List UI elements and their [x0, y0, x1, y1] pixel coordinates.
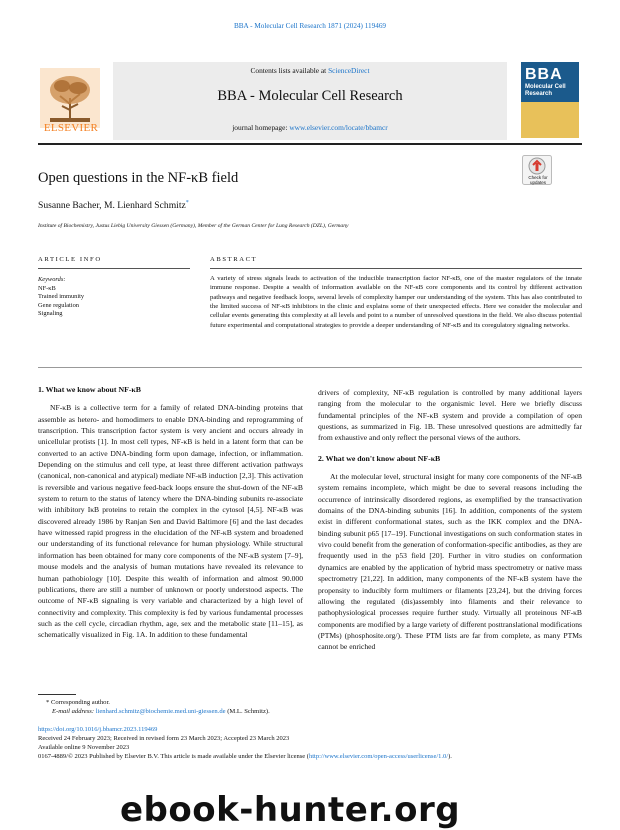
section-2-paragraph: At the molecular level, structural insight for many core components of the NF-κB system remains incomplete, which might be due to several reasons including the occurrence of intrinsically disordered regions, as exemplified by the transactivation domains of the DNA-binding subunits [16]. In addition, components of the system exist in different conformational states, such as the IKK complex and the DNA-binding subunit p65 [17–19]. Functional investigations on such conformation states in vivo could benefit from the generation of conformation-specific antibodies, as they are frequently used in the p53 field [20]. Further in vitro studies on conformation dynamics are enabled by the application of hybrid mass spectrometry or native mass spectrometry [21,22]. In addition, many components of the NF-κB system have the propensity to inducibly form multimers or filaments [23,24], but the driving forces allowing the regulated (dis)assembly into filaments and their relevance to pathophysiological processes require further study. Virtually all proteinous NF-κB components are modified by a large variety of different posttranslational modifications (PTMs) (phosphosite.org/). These PTM lists are far from complete, as many PTMs cannot be enriched	[318, 472, 582, 652]
corresponding-marker[interactable]: *	[185, 200, 189, 206]
abstract-heading: ABSTRACT	[210, 256, 258, 263]
author-affiliation: Institute of Biochemistry, Justus Liebig University Giessen (Germany), Member of the German Center for Lung Research (DZL), Germany	[38, 223, 349, 229]
journal-cover-thumbnail[interactable]	[521, 62, 579, 138]
footnote-email-line	[46, 707, 576, 716]
homepage-prefix: journal homepage:	[232, 123, 290, 132]
cover-subtitle: Molecular Cell Research	[525, 84, 566, 97]
journal-title: BBA - Molecular Cell Research	[217, 88, 403, 104]
body-column-right	[318, 387, 582, 653]
footnote-corresponding	[46, 698, 576, 707]
keyword-item: Gene regulation	[38, 301, 79, 309]
footnote-marker: *	[46, 699, 50, 706]
check-label-line1: Check for	[528, 175, 548, 180]
body-column-left	[38, 385, 303, 641]
keyword-item: NF-κB	[38, 284, 56, 292]
contents-line	[113, 66, 507, 75]
cover-band	[521, 102, 579, 138]
article-info-rule	[38, 268, 190, 269]
doi-link[interactable]: https://doi.org/10.1016/j.bbamcr.2023.119469	[38, 726, 158, 733]
section-1-paragraph: NF-κB is a collective term for a family of related DNA-binding proteins that assemble as hetero- and homodimers to enable DNA-binding and reprogramming of transcription. This transcription factor system is very ancient and occurs already in unicellular protists [1]. In most cell types, NF-κB is held in a latent form that can be converted to an active DNA-binding form upon damage, infection, or inflammation. Depending on the stimulus and cell type, at least three different activation pathways (canonical, non-canonical and atypical) mediate NF-κB induction [2,3]. This activation is reversible and various negative feed-back loops ensure the shut-down of the NF-κB system to return to the status of latency where the DNA-binding subunits re-associate with inhibitory IκB proteins to retain the complex in the cytosol [4,5]. NF-κB was discovered already 1986 by Ranjan Sen and David Baltimore [6] and the last decades have witnessed rapid progress in the elucidation of the NF-κB system and broadened our understanding of its functional relevance for human physiology. While structural information has been obtained for many core components of the NF-κB system [7–9], mouse models and the analysis of human mutations have revealed its relevance to human pathobiology [10]. Despite this wealth of information and almost 90.000 publications, there are still a number of unknown or poorly understood aspects. The outcome of NF-κB signaling is very variable and characterized by a high level of connectivity and complexity. This complexity is fed by various fundamental processes such as the cell cycle, circadian rhythm, age, sex and the metabolic state [11–15], as schematically visualized in Fig. 1A. In addition to these fundamental	[38, 403, 303, 640]
author-email-link[interactable]: lienhard.schmitz@biochemie.med.uni-giessen.de	[95, 708, 226, 715]
sciencedirect-link[interactable]: ScienceDirect	[328, 66, 370, 75]
authors-text: Susanne Bacher, M. Lienhard Schmitz	[38, 200, 186, 212]
received-dates: Received 24 February 2023; Received in revised form 23 March 2023; Accepted 23 March 2023	[38, 734, 290, 742]
article-title: Open questions in the NF-κB field	[38, 170, 239, 186]
keywords-label: Keywords:	[38, 276, 66, 283]
copyright-line	[38, 753, 582, 762]
cover-title: BBA	[525, 66, 563, 83]
section-1-heading: 1. What we know about NF-κB	[38, 385, 141, 394]
journal-citation-link[interactable]: BBA - Molecular Cell Research 1871 (2024) 119469	[233, 22, 387, 30]
check-label-line2: updates	[529, 180, 546, 185]
journal-homepage-line	[113, 123, 507, 132]
contents-prefix: Contents lists available at	[250, 66, 329, 75]
watermark-text: ebook-hunter.org	[120, 790, 461, 830]
copyright-end: ).	[448, 752, 452, 760]
article-metadata	[38, 726, 582, 762]
elsevier-wordmark: ELSEVIER	[43, 122, 99, 134]
footnote	[46, 698, 576, 716]
copyright-text: 0167-4889/© 2023 Published by Elsevier B.V. This article is made available under the Elsevier license (	[38, 752, 309, 760]
keywords-block	[38, 276, 188, 319]
journal-homepage-link[interactable]: www.elsevier.com/locate/bbamcr	[289, 123, 388, 132]
license-link[interactable]: http://www.elsevier.com/open-access/userlicense/1.0/	[308, 752, 449, 760]
section-2-heading: 2. What we don't know about NF-κB	[318, 453, 441, 463]
email-label: E-mail address:	[52, 708, 96, 715]
email-suffix: (M.L. Schmitz).	[225, 708, 270, 715]
abstract-rule	[210, 268, 582, 269]
footnote-rule	[38, 694, 76, 695]
header-rule	[38, 143, 582, 145]
article-info-heading: ARTICLE INFO	[38, 256, 102, 263]
footnote-corresponding-text: Corresponding author.	[50, 699, 110, 706]
check-for-updates-label[interactable]	[516, 175, 560, 185]
abstract-bottom-rule	[38, 367, 582, 368]
abstract-text: A variety of stress signals leads to activation of the inducible transcription factor NF-κB, one of the master regulators of the innate immune response. Despite a wealth of information available on the NF-κB core components and its control by different activation pathways and negative feedback loops, several levels of complexity hamper our understanding of the system. This has also contributed to the limited success of NF-κB inhibitors in the clinic and explains some of their unexpected effects. Here we consider the molecular and cellular events generating this complexity at all levels and point to a number of unresolved questions in the field. We also discuss potential future experimental and computational strategies to provide a deeper understanding of NF-κB and its coregulatory signaling networks.	[210, 275, 582, 329]
article-authors	[38, 200, 189, 211]
available-online-date: Available online 9 November 2023	[38, 743, 130, 751]
keyword-item: Signaling	[38, 310, 63, 318]
section-1-continuation: drivers of complexity, NF-κB regulation is controlled by many additional layers ranging from the molecular to the organismic level. Here we briefly discuss fundamental principles of the NF-κB system and provide a compilation of open questions, as summarized in Fig. 1B. These unresolved questions are admittedly far from exhaustive and only reflect the personal views of the authors.	[318, 388, 582, 443]
keyword-item: Trained immunity	[38, 293, 85, 301]
